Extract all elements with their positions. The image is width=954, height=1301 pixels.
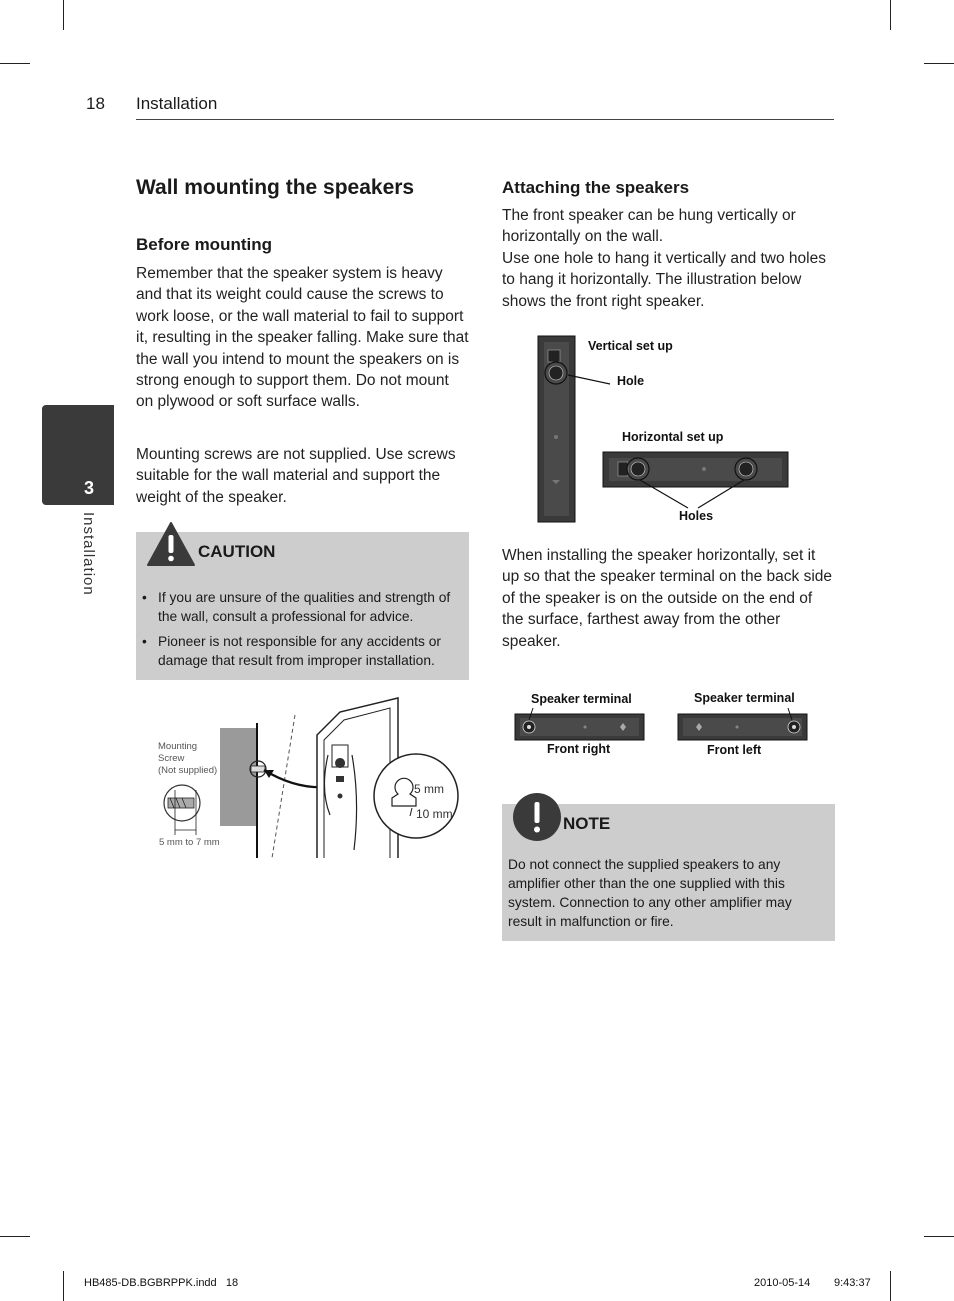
running-header: Installation (136, 94, 218, 113)
crop-mark (924, 63, 954, 64)
front-left-label: Front left (707, 743, 762, 757)
speaker-terminal-label: Speaker terminal (531, 692, 632, 706)
crop-mark (890, 0, 891, 30)
before-mounting-heading: Before mounting (136, 235, 272, 254)
footer-date: 2010-05-14 (754, 1277, 811, 1289)
crop-mark (0, 63, 30, 64)
note-text: Do not connect the supplied speakers to any amplifier other than the one supplied with this system. Connection to any other amplifier may result in malfunction or fire. (508, 857, 792, 929)
note-title: NOTE (563, 814, 611, 833)
chapter-number: 3 (84, 478, 95, 498)
before-mounting-paragraph-2: Mounting screws are not supplied. Use screws suitable for the wall material and support the weight of the speaker. (136, 446, 456, 506)
screw-length-label: 5 mm to 7 mm (159, 837, 220, 848)
vertical-setup-label: Vertical set up (588, 339, 673, 353)
caution-icon (146, 521, 196, 567)
attaching-paragraph-2: When installing the speaker horizontally, set it up so that the speaker terminal on the back side of the speaker is on the outside on the end of the surface, farthest away from the other speaker. (502, 547, 833, 650)
dimension-10mm-label: 10 mm (416, 807, 453, 821)
chapter-tab-label: Installation (80, 512, 97, 596)
hole-label: Hole (617, 374, 645, 388)
caution-item: • Pioneer is not responsible for any accidents or damage that result from improper installation. (140, 632, 465, 670)
crop-mark (0, 1236, 30, 1237)
note-icon (512, 792, 562, 842)
footer-time: 9:43:37 (834, 1277, 871, 1289)
crop-mark (890, 1271, 891, 1301)
crop-mark (63, 1271, 64, 1301)
page-title: Wall mounting the speakers (136, 176, 415, 199)
page-number: 18 (86, 94, 105, 113)
caution-title: CAUTION (198, 542, 276, 561)
crop-mark (924, 1236, 954, 1237)
header-rule (136, 119, 834, 120)
before-mounting-paragraph-1: Remember that the speaker system is heavy and that its weight could cause the screws to work loose, or the wall material to fail to support it, resulting in the speaker falling. Make sure that the wall you intend to mount the speakers on is strong enough to support them. Do not mount on plywood or soft surface walls. (136, 265, 469, 411)
attaching-heading: Attaching the speakers (502, 178, 690, 197)
speaker-terminal-label: Speaker terminal (694, 691, 795, 705)
caution-item: • If you are unsure of the qualities and strength of the wall, consult a professional for advice. (140, 588, 465, 626)
chapter-tab (42, 405, 114, 505)
speaker-terminal-diagram (510, 706, 820, 746)
front-right-label: Front right (547, 742, 611, 756)
caution-list (140, 588, 465, 676)
horizontal-setup-label: Horizontal set up (622, 430, 724, 444)
attaching-paragraph-1: The front speaker can be hung vertically or horizontally on the wall. Use one hole to hang it vertically and two holes to hang it horizontally. The illustration below shows the front right speaker. (502, 207, 826, 310)
footer-file-name: HB485-DB.BGBRPPK.indd 18 (84, 1277, 239, 1289)
dimension-5mm-label: 5 mm (414, 782, 444, 796)
mounting-screw-label: Mounting Screw (Not supplied) (158, 741, 218, 776)
holes-label: Holes (679, 509, 714, 523)
crop-mark (63, 0, 64, 30)
